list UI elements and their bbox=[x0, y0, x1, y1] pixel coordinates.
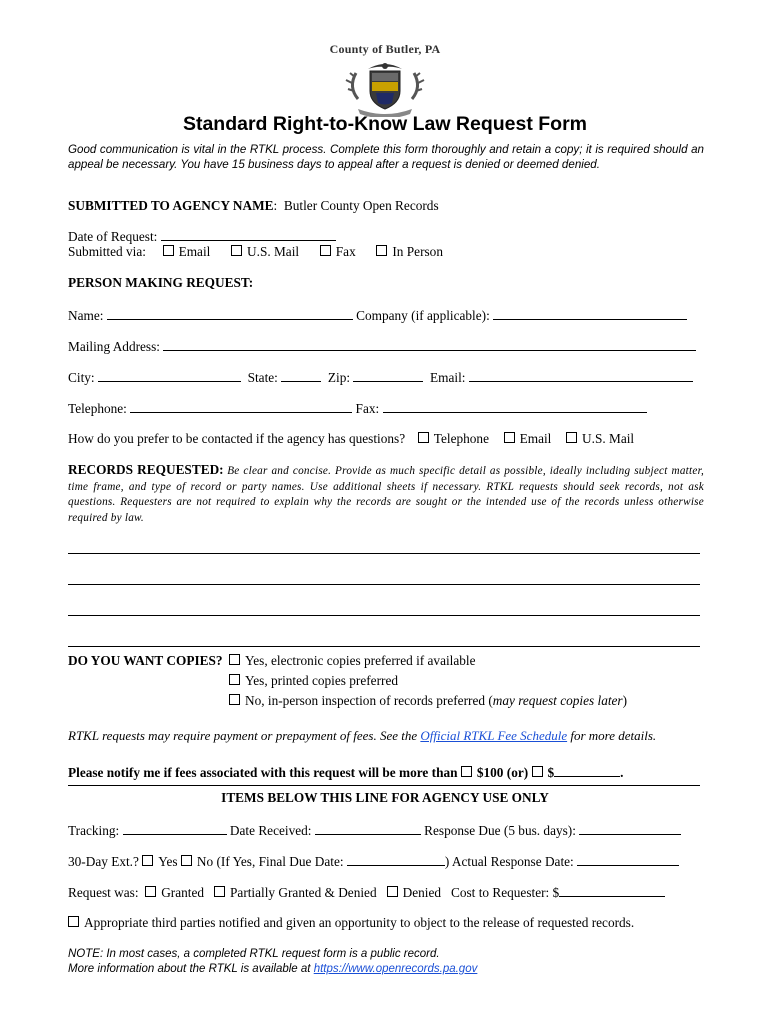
person-heading: PERSON MAKING REQUEST: bbox=[68, 275, 254, 290]
telephone-field[interactable] bbox=[130, 400, 352, 413]
records-line-3[interactable] bbox=[68, 615, 700, 616]
form-title: Standard Right-to-Know Law Request Form bbox=[182, 113, 588, 135]
city-row bbox=[68, 369, 693, 386]
company-field[interactable] bbox=[493, 307, 687, 320]
submitted-via-fax[interactable]: Fax bbox=[320, 244, 356, 259]
contact-pref-telephone[interactable]: Telephone bbox=[418, 431, 489, 446]
records-requested bbox=[68, 462, 704, 526]
company-label: Company (if applicable): bbox=[356, 308, 490, 323]
openrecords-link[interactable]: https://www.openrecords.pa.gov bbox=[313, 963, 478, 975]
state-field[interactable] bbox=[281, 369, 321, 382]
checkbox-icon[interactable] bbox=[214, 886, 225, 897]
checkbox-icon[interactable] bbox=[320, 245, 331, 256]
checkbox-icon[interactable] bbox=[229, 654, 240, 665]
response-due-field[interactable] bbox=[579, 822, 681, 835]
mailing-label: Mailing Address: bbox=[68, 339, 160, 354]
mailing-row bbox=[68, 338, 696, 355]
date-of-request-row bbox=[68, 228, 336, 245]
checkbox-icon[interactable] bbox=[229, 674, 240, 685]
records-instructions: Be clear and concise. Provide as much specific detail as possible, ideally including subject matter, time frame, and type of record or party names. Use additional sheets if necessary. RTKL requests should seek records, not ask questions. Requesters are not required to explain why the records are sought or the intended use of the records unless otherwise required by law. bbox=[68, 465, 705, 524]
actual-response-date-field[interactable] bbox=[577, 853, 679, 866]
checkbox-icon[interactable] bbox=[231, 245, 242, 256]
zip-label: Zip: bbox=[327, 370, 351, 385]
final-due-date-field[interactable] bbox=[347, 853, 445, 866]
contact-pref-row bbox=[68, 431, 634, 447]
cost-field[interactable] bbox=[559, 884, 665, 897]
checkbox-icon[interactable] bbox=[418, 432, 429, 443]
copies-label: DO YOU WANT COPIES? bbox=[68, 653, 223, 668]
date-received-field[interactable] bbox=[315, 822, 421, 835]
third-parties-row[interactable]: Appropriate third parties notified and given an opportunity to object to the release of requested records. bbox=[68, 915, 634, 931]
contact-pref-email[interactable]: Email bbox=[504, 431, 552, 446]
checkbox-icon[interactable] bbox=[181, 855, 192, 866]
agency-label: SUBMITTED TO AGENCY NAME bbox=[68, 198, 274, 213]
city-label: City: bbox=[68, 370, 95, 385]
checkbox-icon[interactable] bbox=[461, 766, 472, 777]
checkbox-icon[interactable] bbox=[229, 694, 240, 705]
note-line-2: More information about the RTKL is available at https://www.openrecords.pa.gov bbox=[68, 963, 478, 975]
records-line-1[interactable] bbox=[68, 553, 700, 554]
county-seal-emblem-icon bbox=[318, 57, 452, 117]
email-label: Email: bbox=[430, 370, 466, 385]
checkbox-icon[interactable] bbox=[376, 245, 387, 256]
agency-name: Butler County Open Records bbox=[283, 198, 439, 213]
seal-text: County of Butler, PA bbox=[329, 42, 441, 56]
contact-pref-question: How do you prefer to be contacted if the agency has questions? bbox=[68, 431, 406, 446]
submitted-via-row bbox=[68, 244, 443, 260]
submitted-via-mail[interactable]: U.S. Mail bbox=[231, 244, 299, 259]
agency-use-heading: ITEMS BELOW THIS LINE FOR AGENCY USE ONLY bbox=[221, 790, 549, 805]
state-label: State: bbox=[247, 370, 278, 385]
copies-option-inspection[interactable]: No, in-person inspection of records preferred (may request copies later) bbox=[229, 693, 627, 709]
fees-notify-row: Please notify me if fees associated with this request will be more than $100 (or) $ . bbox=[68, 765, 624, 780]
fee-schedule-link[interactable]: Official RTKL Fee Schedule bbox=[420, 728, 568, 743]
county-seal bbox=[318, 42, 452, 118]
copies-option-electronic[interactable]: Yes, electronic copies preferred if available bbox=[229, 653, 476, 669]
telephone-row bbox=[68, 400, 647, 417]
telephone-label: Telephone: bbox=[68, 401, 127, 416]
extension-row: 30-Day Ext.? Yes No (If Yes, Final Due Date: ) Actual Response Date: bbox=[68, 853, 679, 870]
agency-row bbox=[68, 198, 439, 214]
checkbox-icon[interactable] bbox=[142, 855, 153, 866]
records-line-4[interactable] bbox=[68, 646, 700, 647]
date-of-request-label: Date of Request: bbox=[68, 229, 158, 244]
fee-limit-100: $100 (or) bbox=[476, 765, 529, 780]
submitted-via-label: Submitted via: bbox=[68, 244, 146, 259]
checkbox-icon[interactable] bbox=[504, 432, 515, 443]
records-label: RECORDS REQUESTED: bbox=[68, 462, 224, 477]
submitted-via-in-person[interactable]: In Person bbox=[376, 244, 443, 259]
submitted-via-email[interactable]: Email bbox=[163, 244, 211, 259]
city-field[interactable] bbox=[98, 369, 241, 382]
contact-pref-mail[interactable]: U.S. Mail bbox=[566, 431, 634, 446]
checkbox-icon[interactable] bbox=[145, 886, 156, 897]
checkbox-icon[interactable] bbox=[566, 432, 577, 443]
checkbox-icon[interactable] bbox=[68, 916, 79, 927]
checkbox-icon[interactable] bbox=[532, 766, 543, 777]
agency-sep: : bbox=[273, 198, 278, 213]
checkbox-icon[interactable] bbox=[387, 886, 398, 897]
note-line-1: NOTE: In most cases, a completed RTKL request form is a public record. bbox=[68, 948, 440, 960]
name-row bbox=[68, 307, 687, 324]
intro-paragraph: Good communication is vital in the RTKL process. Complete this form thoroughly and retain a copy; it is required should an appeal be necessary. You have 15 business days to appeal after a request is denied or deemed denied. bbox=[68, 143, 704, 171]
name-field[interactable] bbox=[107, 307, 353, 320]
email-field[interactable] bbox=[469, 369, 693, 382]
fees-paragraph: RTKL requests may require payment or prepayment of fees. See the Official RTKL Fee Schedule for more details. bbox=[68, 728, 657, 743]
agency-divider bbox=[68, 785, 700, 786]
fax-field[interactable] bbox=[383, 400, 647, 413]
checkbox-icon[interactable] bbox=[163, 245, 174, 256]
mailing-field[interactable] bbox=[163, 338, 696, 351]
zip-field[interactable] bbox=[353, 369, 423, 382]
fee-limit-field[interactable] bbox=[554, 764, 620, 777]
copies-option-printed[interactable]: Yes, printed copies preferred bbox=[229, 673, 398, 689]
date-of-request-field[interactable] bbox=[161, 228, 336, 241]
name-label: Name: bbox=[68, 308, 104, 323]
fax-label: Fax: bbox=[355, 401, 380, 416]
tracking-row: Tracking: Date Received: Response Due (5 bus. days): bbox=[68, 822, 681, 839]
request-status-row: Request was: Granted Partially Granted & Denied Denied Cost to Requester: $ bbox=[68, 884, 665, 901]
tracking-field[interactable] bbox=[123, 822, 227, 835]
records-line-2[interactable] bbox=[68, 584, 700, 585]
